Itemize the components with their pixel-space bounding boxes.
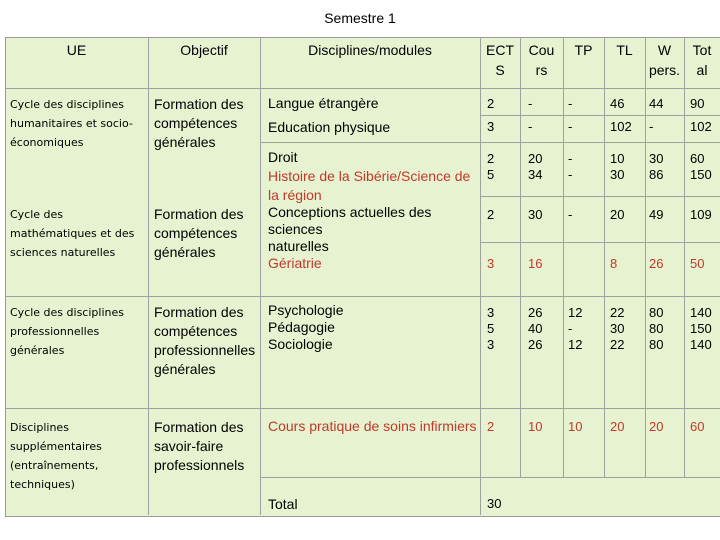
objectif-line: savoir-faire [154, 438, 224, 454]
ects-value: 3 [487, 119, 495, 134]
col-divider [563, 37, 564, 477]
col-divider [480, 37, 481, 515]
header-total-line2: al [696, 62, 708, 78]
discipline-line: Sociologie [268, 336, 333, 352]
ects-line: 3 [487, 337, 495, 352]
ue-line: techniques) [10, 478, 75, 491]
tp-value: - [568, 96, 573, 111]
col-divider [645, 37, 646, 477]
objectif-line: professionnels [154, 457, 245, 473]
total-value: 60 [690, 419, 705, 434]
w-value: 49 [649, 207, 664, 222]
ue-line: supplémentaires [10, 440, 102, 453]
ects-value: 2 [487, 419, 495, 434]
tp-value: - [568, 207, 573, 222]
ects-value [487, 151, 494, 183]
objectif-line: Formation des [154, 304, 244, 320]
cours-value [528, 305, 542, 353]
objectif-line: Formation des [154, 419, 244, 435]
page-title: Semestre 1 [324, 10, 396, 26]
discipline-name [268, 204, 431, 255]
total-line: 150 [690, 321, 712, 336]
cours-value: 10 [528, 419, 543, 434]
tl-value [610, 305, 624, 353]
total-ects-value: 30 [487, 496, 502, 511]
col-divider [260, 37, 261, 515]
tp-line: 12 [568, 337, 583, 352]
ue-line: Cycle des disciplines [10, 306, 124, 319]
objectif-line: compétences [154, 115, 238, 131]
discipline-line: naturelles [268, 238, 329, 254]
tp-value: 10 [568, 419, 583, 434]
discipline-name [268, 302, 344, 353]
ue-line: professionnelles [10, 325, 100, 338]
discipline-line: sciences [268, 221, 323, 237]
ects-value: 3 [487, 256, 495, 271]
tl-line: 22 [610, 337, 625, 352]
header-ects [480, 40, 520, 80]
header-objectif: Objectif [180, 42, 228, 58]
tl-value: 46 [610, 96, 625, 111]
tl-line: 22 [610, 305, 625, 320]
ects-value: 2 [487, 96, 495, 111]
total-line: 60 [690, 151, 705, 166]
header-wpers [645, 40, 684, 80]
w-line: 80 [649, 321, 664, 336]
tp-value: - [568, 119, 573, 134]
row-divider [5, 296, 720, 297]
ue-line: générales [10, 344, 65, 357]
w-value [649, 305, 663, 353]
tp-value [568, 151, 572, 183]
cours-value: - [528, 96, 533, 111]
objectif-cell [154, 95, 243, 152]
ue-cell [10, 303, 124, 360]
ue-line: humanitaires et socio- [10, 117, 133, 130]
ue-line: Cycle des [10, 208, 64, 221]
ue-line: sciences naturelles [10, 246, 116, 259]
objectif-line: générales [154, 244, 216, 260]
tl-value: 20 [610, 207, 625, 222]
tp-line: - [568, 167, 573, 182]
tl-line: 10 [610, 151, 625, 166]
total-value [690, 151, 712, 183]
objectif-line: générales [154, 134, 216, 150]
header-wpers-line1: W [657, 42, 672, 58]
discipline-name: Langue étrangère [268, 95, 379, 111]
objectif-line: Formation des [154, 206, 244, 222]
cours-value: - [528, 119, 533, 134]
header-cours-line2: rs [535, 62, 548, 78]
w-line: 80 [649, 305, 664, 320]
discipline-name: Droit [268, 149, 298, 165]
ue-cell [10, 205, 134, 262]
cours-line: 40 [528, 321, 543, 336]
tp-value [568, 305, 582, 353]
ue-line: (entraînements, [10, 459, 99, 472]
header-cours-line1: Cou [528, 42, 555, 58]
ects-value: 2 [487, 207, 495, 222]
ects-line: 5 [487, 321, 495, 336]
total-value: 50 [690, 256, 705, 271]
ue-cell [10, 418, 102, 494]
cours-line: 26 [528, 305, 543, 320]
total-line: 150 [690, 167, 712, 182]
discipline-name: Gériatrie [268, 255, 322, 271]
tl-value: 20 [610, 419, 625, 434]
col-divider [684, 37, 685, 477]
ects-value [487, 305, 494, 353]
objectif-line: compétences [154, 323, 238, 339]
tl-line: 30 [610, 321, 625, 336]
objectif-cell [154, 303, 255, 379]
row-divider [480, 242, 720, 243]
ue-cell [10, 95, 133, 152]
cours-line: 26 [528, 337, 543, 352]
discipline-line: Pédagogie [268, 319, 335, 335]
discipline-line: Psychologie [268, 302, 344, 318]
discipline-line: Histoire de la Sibérie/Science de [268, 168, 471, 184]
row-divider [260, 477, 720, 478]
w-value [649, 151, 663, 183]
discipline-line: Conceptions actuelles des [268, 204, 432, 220]
w-line: 86 [649, 167, 664, 182]
objectif-line: compétences [154, 225, 238, 241]
tl-line: 30 [610, 167, 625, 182]
total-line: 140 [690, 305, 712, 320]
w-value: 26 [649, 256, 664, 271]
ects-line: 5 [487, 167, 495, 182]
objectif-line: générales [154, 361, 216, 377]
total-value: 102 [690, 119, 712, 134]
w-value: 44 [649, 96, 664, 111]
total-value [690, 305, 712, 353]
header-total-line1: Tot [692, 42, 712, 58]
row-divider [480, 196, 720, 197]
objectif-cell [154, 205, 243, 262]
discipline-name: Education physique [268, 119, 391, 135]
header-total [684, 40, 720, 80]
w-line: 80 [649, 337, 664, 352]
cours-value [528, 151, 542, 183]
ects-line: 2 [487, 151, 495, 166]
cours-line: 34 [528, 167, 543, 182]
ue-line: mathématiques et des [10, 227, 135, 240]
col-divider [148, 37, 149, 515]
w-value: - [649, 119, 654, 134]
row-divider [5, 88, 720, 89]
objectif-line: Formation des [154, 96, 244, 112]
tp-line: - [568, 151, 573, 166]
ects-line: 3 [487, 305, 495, 320]
cours-value: 30 [528, 207, 543, 222]
cours-line: 20 [528, 151, 543, 166]
w-line: 30 [649, 151, 664, 166]
ue-line: économiques [10, 136, 84, 149]
total-label: Total [268, 496, 298, 512]
col-divider [604, 37, 605, 477]
header-cours [520, 40, 563, 80]
objectif-line: professionnelles [154, 342, 256, 358]
header-tl: TL [616, 42, 633, 58]
tp-line: - [568, 321, 573, 336]
row-divider [260, 142, 720, 143]
tl-value [610, 151, 624, 183]
ue-line: Disciplines [10, 421, 69, 434]
objectif-cell [154, 418, 244, 475]
header-tp: TP [574, 42, 593, 58]
header-ects-line1: ECT [486, 42, 514, 58]
total-line: 140 [690, 337, 712, 352]
tl-value: 102 [610, 119, 632, 134]
tl-value: 8 [610, 256, 618, 271]
header-ects-line2: S [495, 62, 505, 78]
col-divider [520, 37, 521, 477]
discipline-name: Cours pratique de soins infirmiers [268, 418, 477, 434]
total-value: 109 [690, 207, 712, 222]
cours-value: 16 [528, 256, 543, 271]
discipline-line: la région [268, 187, 322, 203]
w-value: 20 [649, 419, 664, 434]
ue-line: Cycle des disciplines [10, 98, 124, 111]
tp-line: 12 [568, 305, 583, 320]
row-divider [5, 408, 720, 409]
total-value: 90 [690, 96, 705, 111]
header-ue: UE [66, 42, 87, 58]
header-disciplines: Disciplines/modules [308, 42, 432, 58]
header-wpers-line2: pers. [648, 62, 681, 78]
row-divider [480, 115, 720, 116]
discipline-name [268, 167, 470, 205]
